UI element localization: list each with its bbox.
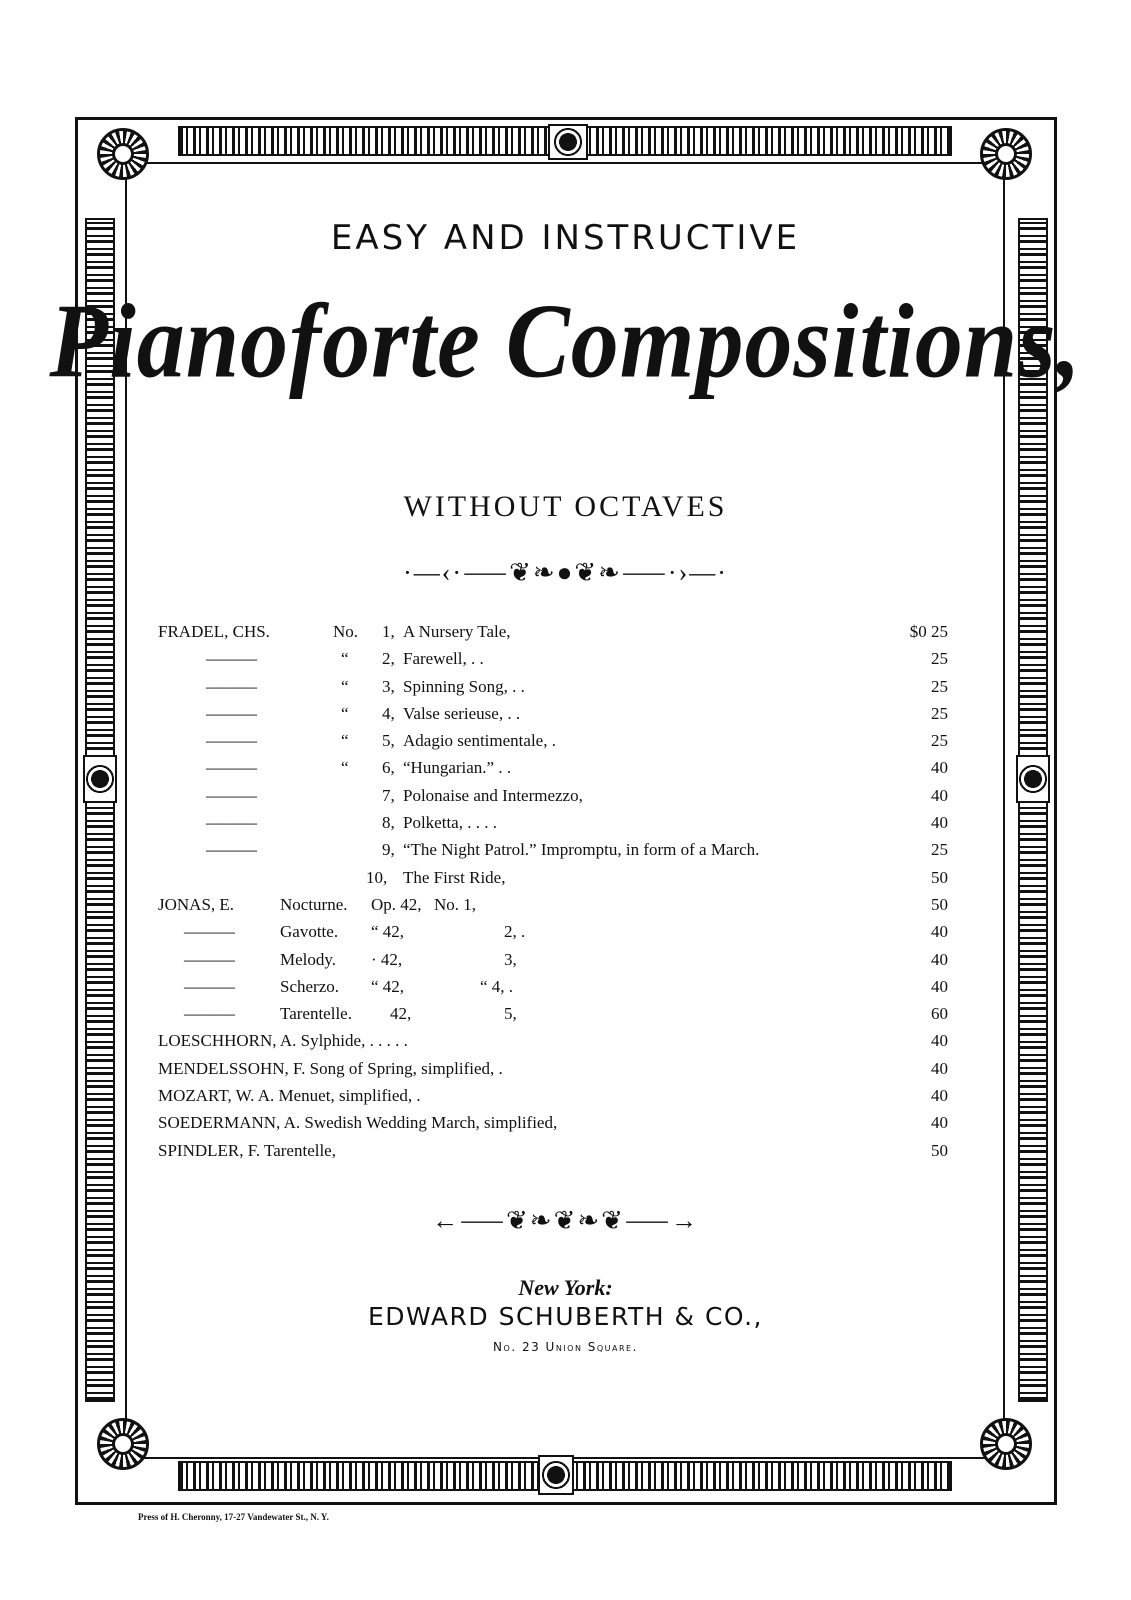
item-title: Spinning Song, . . — [403, 676, 525, 696]
top-center-medallion-icon — [548, 124, 588, 160]
item-title: Polketta, . . . . — [403, 813, 497, 833]
composition-entry: SPINDLER, F. Tarentelle, — [158, 1140, 336, 1160]
list-item — [158, 673, 958, 700]
composition-entry: MENDELSSOHN, F. Song of Spring, simplified, . — [158, 1058, 503, 1078]
opus-number: Op. 42, — [371, 894, 422, 914]
rosette-bottom-left-icon — [97, 1418, 149, 1470]
item-title: Adagio sentimentale, . — [403, 731, 556, 751]
opus-number: · 42, — [371, 949, 403, 969]
list-item — [158, 1000, 958, 1027]
work-number: 2, . — [504, 922, 526, 942]
item-price: 40 — [931, 758, 948, 778]
work-number: “ 4, . — [480, 976, 514, 996]
item-price: 40 — [931, 1031, 948, 1051]
item-price: 50 — [931, 894, 948, 914]
ditto-dash: ——— — [206, 840, 257, 860]
rosette-top-right-icon — [980, 128, 1032, 180]
item-number: 6, — [382, 758, 395, 778]
work-title: Melody. — [280, 949, 337, 969]
title-pianoforte-compositions: Pianoforte Compositions, — [49, 281, 1082, 400]
item-title: “Hungarian.” . . — [403, 758, 512, 778]
list-item — [158, 782, 958, 809]
left-center-medallion-icon — [83, 755, 117, 803]
ditto-mark: “ — [341, 758, 349, 778]
ditto-dash: ——— — [206, 649, 257, 669]
ditto-mark: “ — [341, 703, 349, 723]
bottom-center-medallion-icon — [538, 1455, 574, 1495]
item-price: 60 — [931, 1004, 948, 1024]
publisher-city: New York: — [518, 1275, 613, 1300]
ditto-dash: ——— — [184, 1004, 235, 1024]
composition-entry: SOEDERMANN, A. Swedish Wedding March, simplified, — [158, 1113, 558, 1133]
ditto-dash: ——— — [206, 813, 257, 833]
list-item — [158, 836, 958, 863]
item-title: “The Night Patrol.” Impromptu, in form of a March. — [403, 840, 760, 860]
top-flourish-ornament: ·—‹·⸺❦❧●❦❧⸺·›—· — [403, 558, 728, 587]
work-number: 3, — [504, 949, 517, 969]
item-price: 40 — [931, 1058, 948, 1078]
item-number: 2, — [382, 649, 395, 669]
ditto-dash: ——— — [184, 976, 235, 996]
list-item — [158, 864, 958, 891]
rosette-bottom-right-icon — [980, 1418, 1032, 1470]
list-item — [158, 700, 958, 727]
composer-name: FRADEL, CHS. — [158, 622, 270, 641]
item-number: 1, — [382, 622, 395, 641]
list-item — [158, 754, 958, 781]
item-number: 7, — [382, 785, 395, 805]
item-price: 25 — [931, 676, 948, 696]
title-easy-and-instructive: EASY AND INSTRUCTIVE — [330, 218, 801, 258]
list-item — [158, 1055, 958, 1082]
work-title: Gavotte. — [280, 922, 339, 942]
printer-credit: Press of H. Cheronny, 17-27 Vandewater St., N. Y. — [138, 1512, 329, 1522]
composer-name: JONAS, E. — [158, 894, 235, 914]
ditto-mark: “ — [341, 649, 349, 669]
list-item — [158, 618, 958, 645]
item-price: 50 — [931, 1140, 948, 1160]
number-prefix: No. — [333, 622, 359, 641]
work-title: Nocturne. — [280, 894, 348, 914]
publisher-name: EDWARD SCHUBERTH & CO., — [368, 1302, 763, 1331]
ditto-dash: ——— — [206, 676, 257, 696]
item-number: 5, — [382, 731, 395, 751]
item-title: A Nursery Tale, — [403, 622, 511, 641]
item-price: 40 — [931, 922, 948, 942]
item-price: 40 — [931, 785, 948, 805]
opus-number: 42, — [390, 1004, 412, 1024]
item-title: Valse serieuse, . . — [403, 703, 521, 723]
title-without-octaves: WITHOUT OCTAVES — [403, 490, 728, 523]
item-number: 8, — [382, 813, 395, 833]
item-number: 4, — [382, 703, 395, 723]
ditto-dash: ——— — [184, 922, 235, 942]
work-title: Scherzo. — [280, 976, 340, 996]
list-item — [158, 809, 958, 836]
item-price: 40 — [931, 813, 948, 833]
list-item — [158, 1082, 958, 1109]
list-item — [158, 946, 958, 973]
ditto-mark: “ — [341, 731, 349, 751]
item-price: 40 — [931, 1086, 948, 1106]
composition-list — [158, 618, 958, 1164]
work-number: 5, — [504, 1004, 517, 1024]
work-title: Tarentelle. — [280, 1004, 352, 1024]
item-price: 40 — [931, 1113, 948, 1133]
list-item — [158, 645, 958, 672]
item-number: 9, — [382, 840, 395, 860]
item-price: 40 — [931, 949, 948, 969]
item-price: 40 — [931, 976, 948, 996]
list-item — [158, 1137, 958, 1164]
bottom-flourish-ornament: ←⸺❦❧❦❧❦⸺→ — [432, 1206, 699, 1235]
list-item — [158, 918, 958, 945]
item-number: 3, — [382, 676, 395, 696]
work-number: No. 1, — [434, 894, 477, 914]
item-price: 50 — [931, 867, 948, 887]
item-number: 10, — [366, 867, 388, 887]
list-item — [158, 973, 958, 1000]
ditto-dash: ——— — [206, 703, 257, 723]
composition-entry: MOZART, W. A. Menuet, simplified, . — [158, 1086, 421, 1106]
item-title: Farewell, . . — [403, 649, 484, 669]
rosette-top-left-icon — [97, 128, 149, 180]
list-item — [158, 727, 958, 754]
ditto-dash: ——— — [206, 785, 257, 805]
list-item — [158, 1109, 958, 1136]
publisher-address: No. 23 Union Square. — [493, 1340, 638, 1354]
item-title: The First Ride, — [403, 867, 506, 887]
ditto-dash: ——— — [206, 731, 257, 751]
item-price: 25 — [931, 731, 948, 751]
item-price: 25 — [931, 840, 948, 860]
list-item — [158, 891, 958, 918]
item-price: $0 25 — [909, 622, 948, 641]
list-item — [158, 1027, 958, 1054]
composition-entry: LOESCHHORN, A. Sylphide, . . . . . — [158, 1031, 408, 1051]
item-price: 25 — [931, 649, 948, 669]
ditto-mark: “ — [341, 676, 349, 696]
item-price: 25 — [931, 703, 948, 723]
item-title: Polonaise and Intermezzo, — [403, 785, 583, 805]
right-center-medallion-icon — [1016, 755, 1050, 803]
ditto-dash: ——— — [184, 949, 235, 969]
opus-number: “ 42, — [371, 976, 405, 996]
ditto-dash: ——— — [206, 758, 257, 778]
opus-number: “ 42, — [371, 922, 405, 942]
